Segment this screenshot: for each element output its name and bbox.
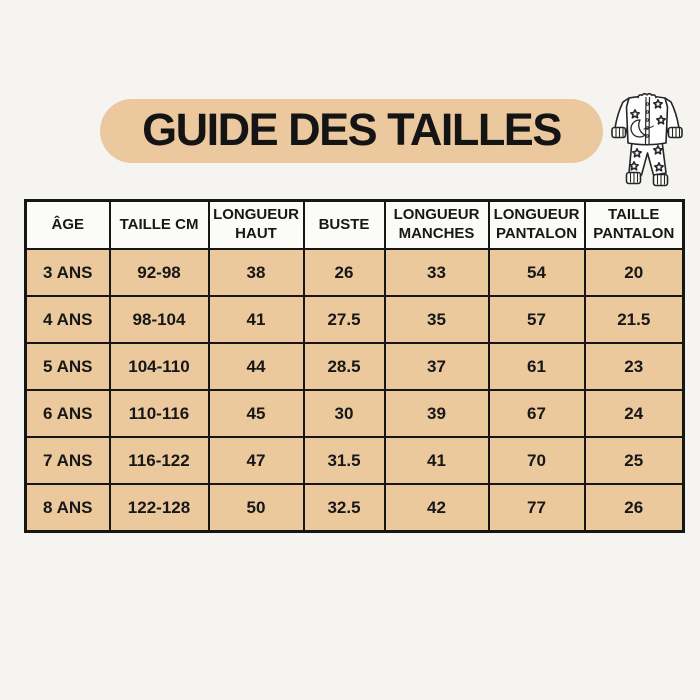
table-cell: 45 [209, 390, 304, 437]
table-cell: 3 ANS [26, 249, 110, 296]
table-header-row [26, 201, 684, 250]
table-cell: 39 [385, 390, 489, 437]
table-cell: 41 [385, 437, 489, 484]
header-cell-age: ÂGE [26, 201, 110, 250]
table-cell: 5 ANS [26, 343, 110, 390]
table-cell: 57 [489, 296, 585, 343]
table-cell: 44 [209, 343, 304, 390]
pajama-icon [601, 83, 693, 193]
table-cell: 70 [489, 437, 585, 484]
table-row [26, 390, 684, 437]
table-cell: 26 [304, 249, 385, 296]
table-cell: 20 [585, 249, 684, 296]
table-cell: 42 [385, 484, 489, 532]
table-cell: 7 ANS [26, 437, 110, 484]
table-cell: 28.5 [304, 343, 385, 390]
table-cell: 77 [489, 484, 585, 532]
header-cell-taille-cm: TAILLE CM [110, 201, 209, 250]
table-cell: 33 [385, 249, 489, 296]
title-banner [100, 99, 603, 163]
table-cell: 23 [585, 343, 684, 390]
header-cell-taille-pantalon: TAILLE PANTALON [585, 201, 684, 250]
page-title: GUIDE DES TAILLES [142, 104, 561, 155]
table-cell: 35 [385, 296, 489, 343]
pajama-top [612, 94, 682, 145]
table-cell: 8 ANS [26, 484, 110, 532]
table-cell: 4 ANS [26, 296, 110, 343]
table-cell: 38 [209, 249, 304, 296]
table-cell: 27.5 [304, 296, 385, 343]
table-cell: 122-128 [110, 484, 209, 532]
table-cell: 92-98 [110, 249, 209, 296]
table-cell: 50 [209, 484, 304, 532]
table-row [26, 249, 684, 296]
table-cell: 6 ANS [26, 390, 110, 437]
table-cell: 31.5 [304, 437, 385, 484]
table-cell: 110-116 [110, 390, 209, 437]
table-cell: 98-104 [110, 296, 209, 343]
table-cell: 21.5 [585, 296, 684, 343]
table-cell: 104-110 [110, 343, 209, 390]
table-row [26, 437, 684, 484]
table-cell: 26 [585, 484, 684, 532]
table-row [26, 343, 684, 390]
table-row [26, 296, 684, 343]
size-table [24, 199, 685, 533]
table-row [26, 484, 684, 532]
table-cell: 32.5 [304, 484, 385, 532]
table-cell: 25 [585, 437, 684, 484]
header-cell-longueur-pantalon: LONGUEUR PANTALON [489, 201, 585, 250]
pajama-pants [627, 141, 668, 186]
table-cell: 47 [209, 437, 304, 484]
table-cell: 24 [585, 390, 684, 437]
table-cell: 54 [489, 249, 585, 296]
header-cell-buste: BUSTE [304, 201, 385, 250]
table-cell: 67 [489, 390, 585, 437]
header-cell-longueur-manches: LONGUEUR MANCHES [385, 201, 489, 250]
header-cell-longueur-haut: LONGUEUR HAUT [209, 201, 304, 250]
table-cell: 41 [209, 296, 304, 343]
table-cell: 37 [385, 343, 489, 390]
table-cell: 116-122 [110, 437, 209, 484]
table-cell: 30 [304, 390, 385, 437]
table-cell: 61 [489, 343, 585, 390]
